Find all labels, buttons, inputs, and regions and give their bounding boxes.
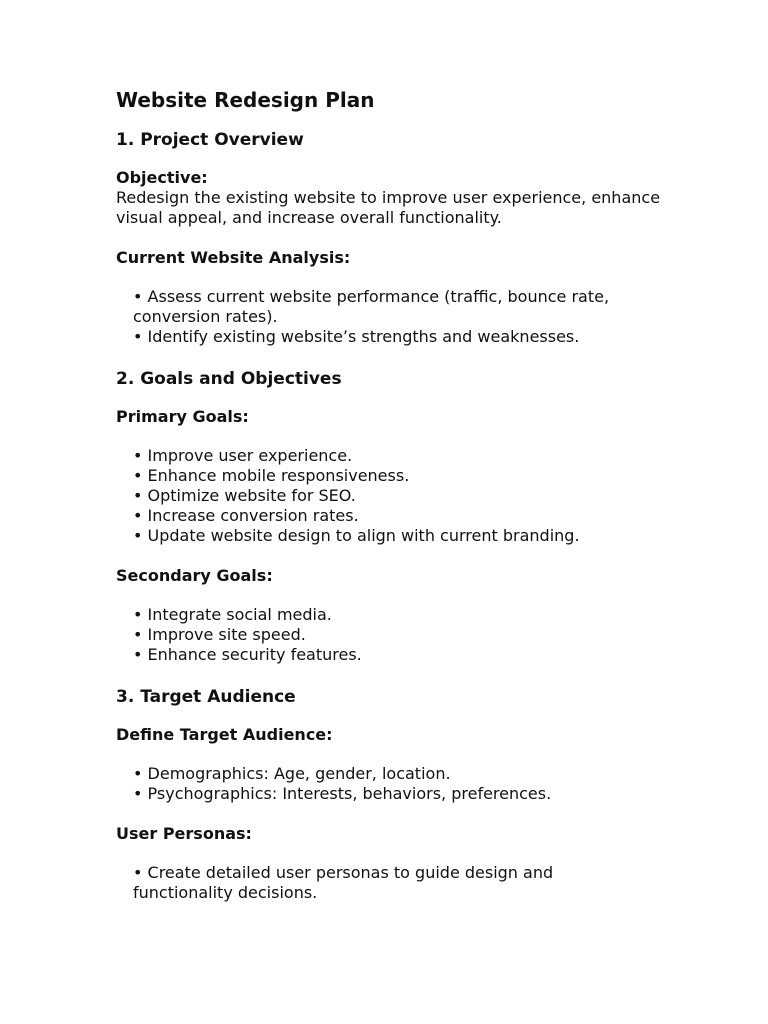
list-item (133, 784, 653, 804)
list-item (133, 605, 653, 625)
list-item-text: Enhance mobile responsiveness. (147, 466, 410, 485)
define-audience-list (116, 764, 653, 804)
list-item-text: Create detailed user personas to guide design and functionality decisions. (133, 863, 554, 902)
objective-text: Redesign the existing website to improve user experience, enhance visual appeal, and increase overall functionality. (116, 188, 661, 227)
bullet-icon (133, 446, 148, 465)
bullet-icon (133, 526, 148, 545)
document-page (116, 86, 676, 923)
bullet-icon (133, 486, 148, 505)
list-item (133, 327, 653, 347)
list-item-text: Optimize website for SEO. (147, 486, 356, 505)
list-item-text: Assess current website performance (traffic, bounce rate, conversion rates). (133, 287, 610, 326)
list-item-text: Update website design to align with current branding. (147, 526, 580, 545)
list-item (133, 466, 653, 486)
bullet-icon (133, 605, 148, 624)
section-heading-goals: 2. Goals and Objectives (116, 369, 342, 389)
list-item (133, 506, 653, 526)
bullet-icon (133, 645, 148, 664)
list-item (133, 625, 653, 645)
bullet-icon (133, 625, 148, 644)
analysis-label: Current Website Analysis: (116, 248, 351, 267)
list-item-text: Demographics: Age, gender, location. (147, 764, 451, 783)
list-item-text: Integrate social media. (147, 605, 332, 624)
list-item-text: Psychographics: Interests, behaviors, preferences. (147, 784, 552, 803)
list-item (133, 863, 653, 903)
section-heading-target-audience: 3. Target Audience (116, 687, 296, 707)
list-item (133, 446, 653, 466)
bullet-icon (133, 784, 148, 803)
define-audience-label: Define Target Audience: (116, 725, 333, 744)
list-item (133, 645, 653, 665)
user-personas-list (116, 863, 653, 903)
primary-goals-label: Primary Goals: (116, 407, 249, 426)
list-item (133, 764, 653, 784)
bullet-icon (133, 764, 148, 783)
bullet-icon (133, 863, 148, 882)
list-item-text: Enhance security features. (147, 645, 362, 664)
list-item-text: Identify existing website’s strengths and weaknesses. (147, 327, 580, 346)
list-item (133, 526, 653, 546)
list-item (133, 287, 653, 327)
bullet-icon (133, 327, 148, 346)
list-item (133, 486, 653, 506)
secondary-goals-label: Secondary Goals: (116, 566, 273, 585)
primary-goals-list (116, 446, 653, 546)
list-item-text: Improve user experience. (147, 446, 353, 465)
section-heading-project-overview: 1. Project Overview (116, 130, 304, 150)
list-item-text: Improve site speed. (147, 625, 306, 644)
list-item-text: Increase conversion rates. (147, 506, 359, 525)
bullet-icon (133, 466, 148, 485)
bullet-icon (133, 287, 148, 306)
objective-label: Objective: (116, 168, 208, 187)
bullet-icon (133, 506, 148, 525)
user-personas-label: User Personas: (116, 824, 252, 843)
document-title: Website Redesign Plan (116, 88, 375, 112)
secondary-goals-list (116, 605, 653, 665)
analysis-list (116, 287, 653, 347)
